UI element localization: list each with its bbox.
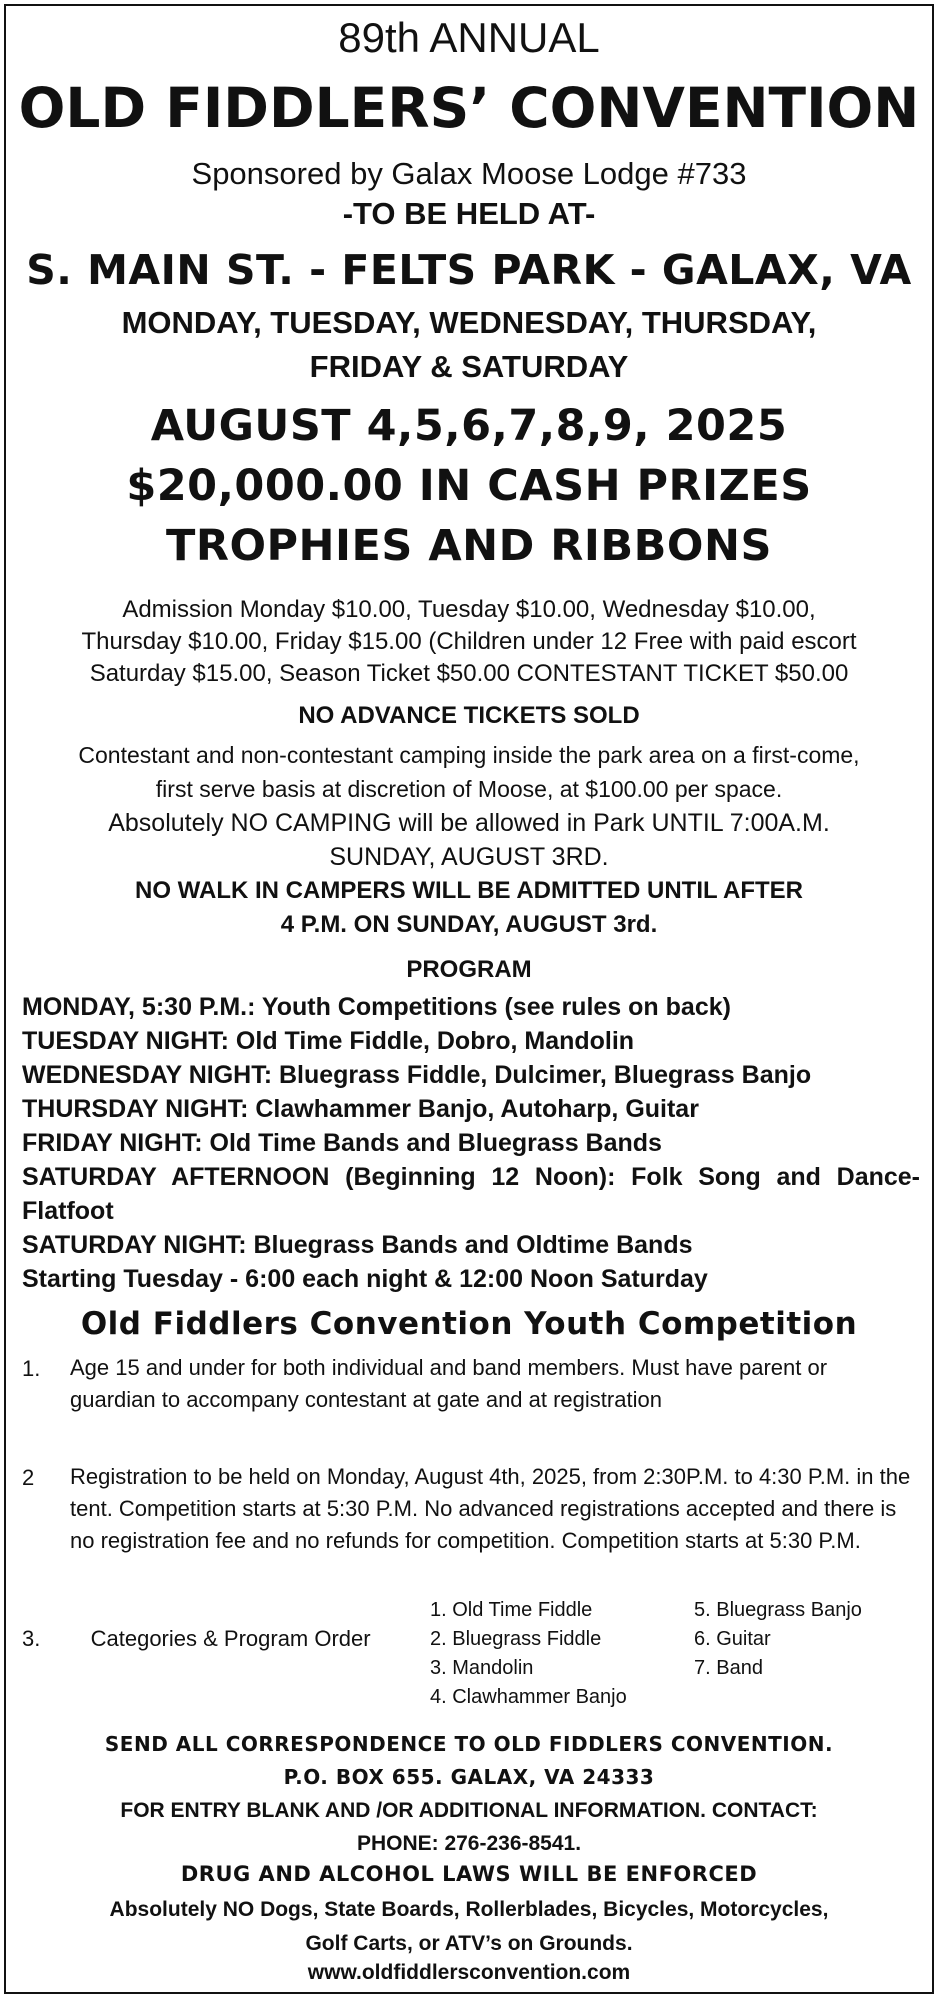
category-item: 1. Old Time Fiddle: [430, 1599, 593, 1621]
rule-number: 3.: [22, 1626, 41, 1651]
phone-number: PHONE: 276-236-8541.: [356, 1832, 582, 1855]
event-days-line1: MONDAY, TUESDAY, WEDNESDAY, THURSDAY,: [121, 305, 817, 340]
category-item: 2. Bluegrass Fiddle: [430, 1628, 602, 1650]
categories-label: Categories & Program Order: [90, 1626, 371, 1651]
camping-line1: Contestant and non-contestant camping inside the park area on a first-come,: [78, 742, 860, 768]
program-item: FRIDAY NIGHT: Old Time Bands and Bluegrass Bands: [22, 1129, 662, 1157]
held-at-line: -TO BE HELD AT-: [342, 196, 596, 231]
categories-column-1: [430, 1596, 627, 1712]
program-item: SATURDAY NIGHT: Bluegrass Bands and Oldtime Bands: [22, 1231, 693, 1259]
program-item: SATURDAY AFTERNOON (Beginning 12 Noon): Folk Song and Dance- Flatfoot: [22, 1163, 920, 1225]
walk-in-notice: [6, 874, 932, 942]
program-list: [22, 990, 920, 1296]
location-line: S. MAIN ST. - FELTS PARK - GALAX, VA: [26, 246, 912, 294]
program-item: THURSDAY NIGHT: Clawhammer Banjo, Autoharp, Guitar: [22, 1095, 699, 1123]
prohibited-items: [6, 1893, 932, 1961]
admission-line2: Thursday $10.00, Friday $15.00 (Children under 12 Free with paid escort: [81, 628, 857, 655]
contact-info: [6, 1794, 932, 1860]
trophies-ribbons: TROPHIES AND RIBBONS: [166, 521, 772, 571]
sponsor-line: Sponsored by Galax Moose Lodge #733: [191, 156, 747, 191]
rule-1-text: Age 15 and under for both individual and band members. Must have parent or guardian to accompany contestant at gate and at registration: [70, 1355, 828, 1412]
website-link[interactable]: www.oldfiddlersconvention.com: [307, 1961, 631, 1984]
cash-prizes: $20,000.00 IN CASH PRIZES: [126, 461, 812, 511]
program-item: WEDNESDAY NIGHT: Bluegrass Fiddle, Dulcimer, Bluegrass Banjo: [22, 1061, 812, 1089]
event-days: [6, 301, 932, 389]
no-advance-tickets: NO ADVANCE TICKETS SOLD: [298, 702, 640, 729]
no-camping-notice: [6, 806, 932, 874]
entry-blank-line: FOR ENTRY BLANK AND /OR ADDITIONAL INFORMATION. CONTACT:: [120, 1799, 818, 1822]
prohibited-line2: Golf Carts, or ATV’s on Grounds.: [305, 1932, 633, 1955]
admission-line1: Admission Monday $10.00, Tuesday $10.00, Wednesday $10.00,: [122, 596, 816, 623]
no-camping-line1: Absolutely NO CAMPING will be allowed in Park UNTIL 7:00A.M.: [108, 809, 830, 837]
annual-edition: 89th ANNUAL: [338, 14, 600, 61]
category-item: 7. Band: [694, 1657, 763, 1679]
category-item: 3. Mandolin: [430, 1657, 534, 1679]
event-dates: AUGUST 4,5,6,7,8,9, 2025: [150, 401, 788, 451]
correspondence-line2: P.O. BOX 655. GALAX, VA 24333: [283, 1765, 655, 1789]
category-item: 4. Clawhammer Banjo: [430, 1686, 627, 1708]
correspondence-line1: SEND ALL CORRESPONDENCE TO OLD FIDDLERS CONVENTION.: [104, 1732, 834, 1756]
category-item: 5. Bluegrass Banjo: [694, 1599, 862, 1621]
camping-line2: first serve basis at discretion of Moose, at $100.00 per space.: [155, 776, 783, 802]
program-heading: PROGRAM: [406, 956, 532, 983]
category-item: 6. Guitar: [694, 1628, 771, 1650]
drug-alcohol-notice: DRUG AND ALCOHOL LAWS WILL BE ENFORCED: [180, 1862, 758, 1886]
program-item: MONDAY, 5:30 P.M.: Youth Competitions (see rules on back): [22, 993, 731, 1021]
walk-in-line1: NO WALK IN CAMPERS WILL BE ADMITTED UNTIL AFTER: [135, 877, 803, 904]
youth-competition-heading: Old Fiddlers Convention Youth Competition: [80, 1306, 858, 1342]
rule-2-text: Registration to be held on Monday, August 4th, 2025, from 2:30P.M. to 4:30 P.M. in the tent. Competition starts at 5:30 P.M. No advanced registrations accepted and there is no registration fee and no refunds for competition. Competition starts at 5:30 P.M.: [70, 1464, 911, 1553]
admission-line3: Saturday $15.00, Season Ticket $50.00 CONTESTANT TICKET $50.00: [89, 660, 849, 687]
dates-prizes-block: [6, 396, 932, 576]
correspondence-address: [6, 1728, 932, 1794]
categories-column-2: [694, 1596, 862, 1683]
program-item: Starting Tuesday - 6:00 each night & 12:00 Noon Saturday: [22, 1265, 708, 1293]
rule-number: 1.: [22, 1356, 41, 1381]
rule-3: [22, 1626, 371, 1652]
event-days-line2: FRIDAY & SATURDAY: [309, 349, 629, 384]
poster-frame: [4, 4, 934, 1994]
no-camping-line2: SUNDAY, AUGUST 3RD.: [329, 843, 609, 871]
camping-info: [6, 738, 932, 806]
prohibited-line1: Absolutely NO Dogs, State Boards, Rollerblades, Bicycles, Motorcycles,: [109, 1898, 829, 1921]
poster-title: OLD FIDDLERS’ CONVENTION: [18, 76, 920, 140]
rule-number: 2: [22, 1465, 35, 1490]
walk-in-line2: 4 P.M. ON SUNDAY, AUGUST 3rd.: [280, 911, 658, 938]
admission-prices: [6, 594, 932, 690]
program-item: TUESDAY NIGHT: Old Time Fiddle, Dobro, Mandolin: [22, 1027, 635, 1055]
